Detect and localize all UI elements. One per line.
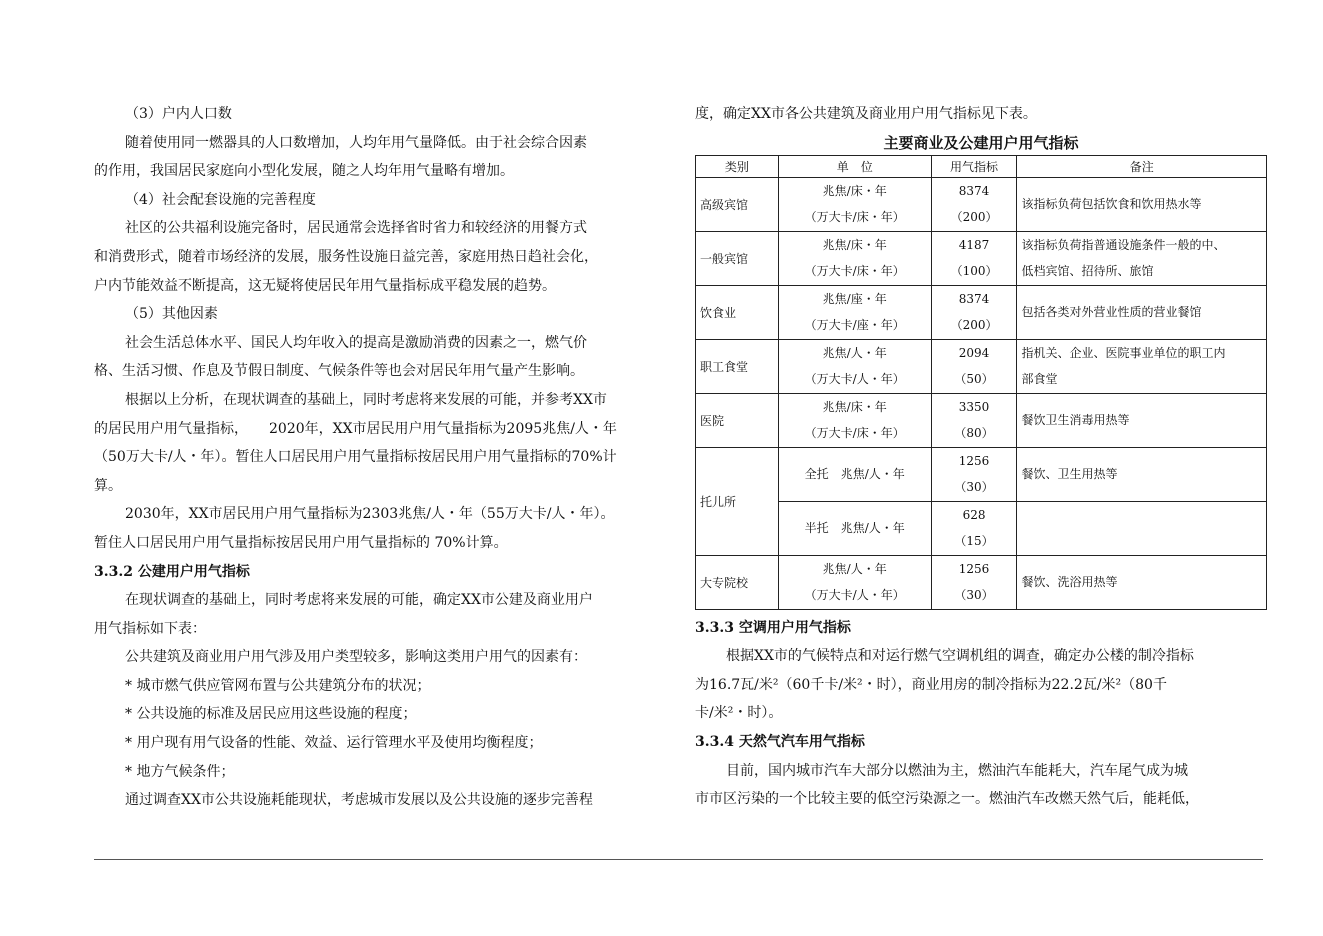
bullet-item: * 城市燃气供应管网布置与公共建筑分布的状况； <box>125 677 431 694</box>
care-type-label: 半托 <box>804 521 829 536</box>
paragraph-line: 卡/米²・时）。 <box>695 705 783 722</box>
unit-cell <box>778 555 931 609</box>
index-value: 8374 <box>958 292 990 307</box>
index-value-alt: （50） <box>954 372 994 387</box>
paragraph-line: 随着使用同一燃器具的人口数增加，人均年用气量降低。由于社会综合因素 <box>125 134 587 151</box>
category-cell: 饮食业 <box>696 285 779 339</box>
category-cell: 医院 <box>696 393 779 447</box>
section-heading-3-3-3: 3.3.3 空调用户用气指标 <box>695 619 851 636</box>
section-heading-3-3-4: 3.3.4 天然气汽车用气指标 <box>695 733 865 750</box>
index-value: 8374 <box>958 184 990 199</box>
index-cell <box>931 447 1017 501</box>
gas-index-table <box>695 155 1267 610</box>
index-value: 3350 <box>958 400 990 415</box>
paragraph-line: 社区的公共福利设施完备时，居民通常会选择省时省力和较经济的用餐方式 <box>125 220 587 237</box>
table-row <box>696 339 1267 393</box>
paragraph-line: 目前，国内城市汽车大部分以燃油为主，燃油汽车能耗大，汽车尾气成为城 <box>726 762 1188 779</box>
category-cell: 高级宾馆 <box>696 177 779 231</box>
note-line: 包括各类对外营业性质的营业餐馆 <box>1021 305 1202 320</box>
unit-cell <box>778 501 931 555</box>
paragraph-line: 公共建筑及商业用户用气涉及用户类型较多，影响这类用户用气的因素有： <box>125 649 587 666</box>
paragraph-line: 用气指标如下表： <box>94 620 206 637</box>
unit-cell <box>778 339 931 393</box>
note-line: 部食堂 <box>1021 372 1058 387</box>
unit-cell <box>778 447 931 501</box>
header-unit: 单 位 <box>778 155 931 177</box>
paragraph-line: 和消费形式，随着市场经济的发展，服务性设施日益完善，家庭用热日趋社会化， <box>94 248 598 265</box>
unit-secondary: （万大卡/座・年） <box>804 318 905 333</box>
index-cell <box>931 393 1017 447</box>
note-cell: 餐饮、洗浴用热等 <box>1017 555 1267 609</box>
unit-primary: 兆焦/人・年 <box>822 562 887 577</box>
table-title: 主要商业及公建用户用气指标 <box>883 133 1079 152</box>
paragraph-line: 为16.7瓦/米²（60千卡/米²・时），商业用房的制冷指标为22.2瓦/米²（80千 <box>695 676 1167 693</box>
category-cell: 一般宾馆 <box>696 231 779 285</box>
note-cell <box>1017 231 1267 285</box>
header-index: 用气指标 <box>931 155 1017 177</box>
note-cell <box>1017 393 1267 447</box>
right-column <box>695 100 1267 814</box>
unit-secondary: （万大卡/床・年） <box>804 426 905 441</box>
paragraph-line: 根据以上分析，在现状调查的基础上，同时考虑将来发展的可能，并参考XX市 <box>125 391 607 408</box>
unit-primary: 兆焦/床・年 <box>822 400 887 415</box>
paragraph-line: 通过调查XX市公共设施耗能现状，考虑城市发展以及公共设施的逐步完善程 <box>125 792 593 809</box>
unit-primary: 兆焦/床・年 <box>822 238 887 253</box>
paragraph-line: 社会生活总体水平、国民人均年收入的提高是激励消费的因素之一，燃气价 <box>125 334 587 351</box>
paragraph-line: 2030年，XX市居民用户用气量指标为2303兆焦/人・年（55万大卡/人・年）。 <box>125 506 615 523</box>
index-cell <box>931 339 1017 393</box>
unit-primary: 兆焦/人・年 <box>840 521 905 536</box>
paragraph-line: 度，确定XX市各公共建筑及商业用户用气指标见下表。 <box>695 106 1037 122</box>
index-value-alt: （200） <box>950 318 998 333</box>
category-cell: 托儿所 <box>696 447 779 555</box>
paragraph-line: 市市区污染的一个比较主要的低空污染源之一。燃油汽车改燃天然气后，能耗低， <box>695 791 1199 808</box>
table-header-row <box>696 155 1267 177</box>
unit-secondary: （万大卡/床・年） <box>804 210 905 225</box>
index-cell <box>931 555 1017 609</box>
paragraph-line: 户内节能效益不断提高，这无疑将使居民年用气量指标成平稳发展的趋势。 <box>94 277 556 294</box>
unit-primary: 兆焦/人・年 <box>840 467 905 482</box>
index-value: 4187 <box>958 238 990 253</box>
paragraph-line: 格、生活习惯、作息及节假日制度、气候条件等也会对居民年用气量产生影响。 <box>94 363 584 380</box>
subheading-household-size: （3）户内人口数 <box>125 106 232 122</box>
note-line: 指机关、企业、医院事业单位的职工内 <box>1021 346 1226 361</box>
category-cell: 职工食堂 <box>696 339 779 393</box>
index-value: 2094 <box>958 346 990 361</box>
paragraph-line: 根据XX市的气候特点和对运行燃气空调机组的调查，确定办公楼的制冷指标 <box>726 648 1194 665</box>
unit-primary: 兆焦/座・年 <box>822 292 887 307</box>
index-value-alt: （200） <box>950 210 998 225</box>
paragraph-line: 算。 <box>94 477 122 494</box>
paragraph-line: （50万大卡/人・年）。暂住人口居民用户用气量指标按居民用户用气量指标的70%计 <box>94 449 617 466</box>
subheading-other-factors: （5）其他因素 <box>125 306 218 323</box>
unit-primary: 兆焦/床・年 <box>822 184 887 199</box>
table-row <box>696 501 1267 555</box>
left-column <box>94 100 654 815</box>
unit-secondary: （万大卡/床・年） <box>804 264 905 279</box>
note-cell <box>1017 339 1267 393</box>
table-row <box>696 177 1267 231</box>
paragraph-line: 在现状调查的基础上，同时考虑将来发展的可能，确定XX市公建及商业用户 <box>125 592 593 609</box>
index-cell <box>931 231 1017 285</box>
index-value-alt: （80） <box>954 426 994 441</box>
care-type-label: 全托 <box>804 467 829 482</box>
subheading-facilities: （4）社会配套设施的完善程度 <box>125 191 316 208</box>
unit-primary: 兆焦/人・年 <box>822 346 887 361</box>
note-cell <box>1017 285 1267 339</box>
note-line: 该指标负荷指普通设施条件一般的中、 <box>1021 238 1226 253</box>
footer-rule <box>94 859 1263 860</box>
index-value: 1256 <box>958 562 990 577</box>
bullet-item: * 用户现有用气设备的性能、效益、运行管理水平及使用均衡程度； <box>125 735 543 752</box>
note-line: 低档宾馆、招待所、旅馆 <box>1021 264 1154 279</box>
bullet-item: * 地方气候条件； <box>125 763 235 780</box>
header-note: 备注 <box>1017 155 1267 177</box>
unit-cell <box>778 231 931 285</box>
unit-secondary: （万大卡/人・年） <box>804 372 905 387</box>
index-value-alt: （100） <box>950 264 998 279</box>
unit-secondary: （万大卡/人・年） <box>804 588 905 603</box>
index-value: 1256 <box>958 454 990 469</box>
index-value-alt: （30） <box>954 480 994 495</box>
table-row <box>696 447 1267 501</box>
unit-cell <box>778 177 931 231</box>
section-heading-3-3-2: 3.3.2 公建用户用气指标 <box>94 563 250 580</box>
table-row <box>696 555 1267 609</box>
paragraph-line: 的作用，我国居民家庭向小型化发展，随之人均年用气量略有增加。 <box>94 163 514 180</box>
category-cell: 大专院校 <box>696 555 779 609</box>
index-cell <box>931 177 1017 231</box>
table-row <box>696 285 1267 339</box>
table-row <box>696 393 1267 447</box>
unit-cell <box>778 393 931 447</box>
header-category: 类别 <box>696 155 779 177</box>
index-value-alt: （30） <box>954 588 994 603</box>
note-cell: 餐饮、卫生用热等 <box>1017 447 1267 501</box>
table-row <box>696 231 1267 285</box>
index-cell <box>931 501 1017 555</box>
bullet-item: * 公共设施的标准及居民应用这些设施的程度； <box>125 706 417 723</box>
index-value: 628 <box>962 508 986 523</box>
note-line: 该指标负荷包括饮食和饮用热水等 <box>1021 197 1202 212</box>
note-line: 餐饮卫生消毒用热等 <box>1021 413 1130 428</box>
unit-cell <box>778 285 931 339</box>
index-value-alt: （15） <box>954 534 994 549</box>
index-cell <box>931 285 1017 339</box>
note-cell <box>1017 177 1267 231</box>
paragraph-line: 的居民用户用气量指标， 2020年，XX市居民用户用气量指标为2095兆焦/人・年 <box>94 420 617 437</box>
paragraph-line: 暂住人口居民用户用气量指标按居民用户用气量指标的 70%计算。 <box>94 534 508 551</box>
note-cell <box>1017 501 1267 555</box>
